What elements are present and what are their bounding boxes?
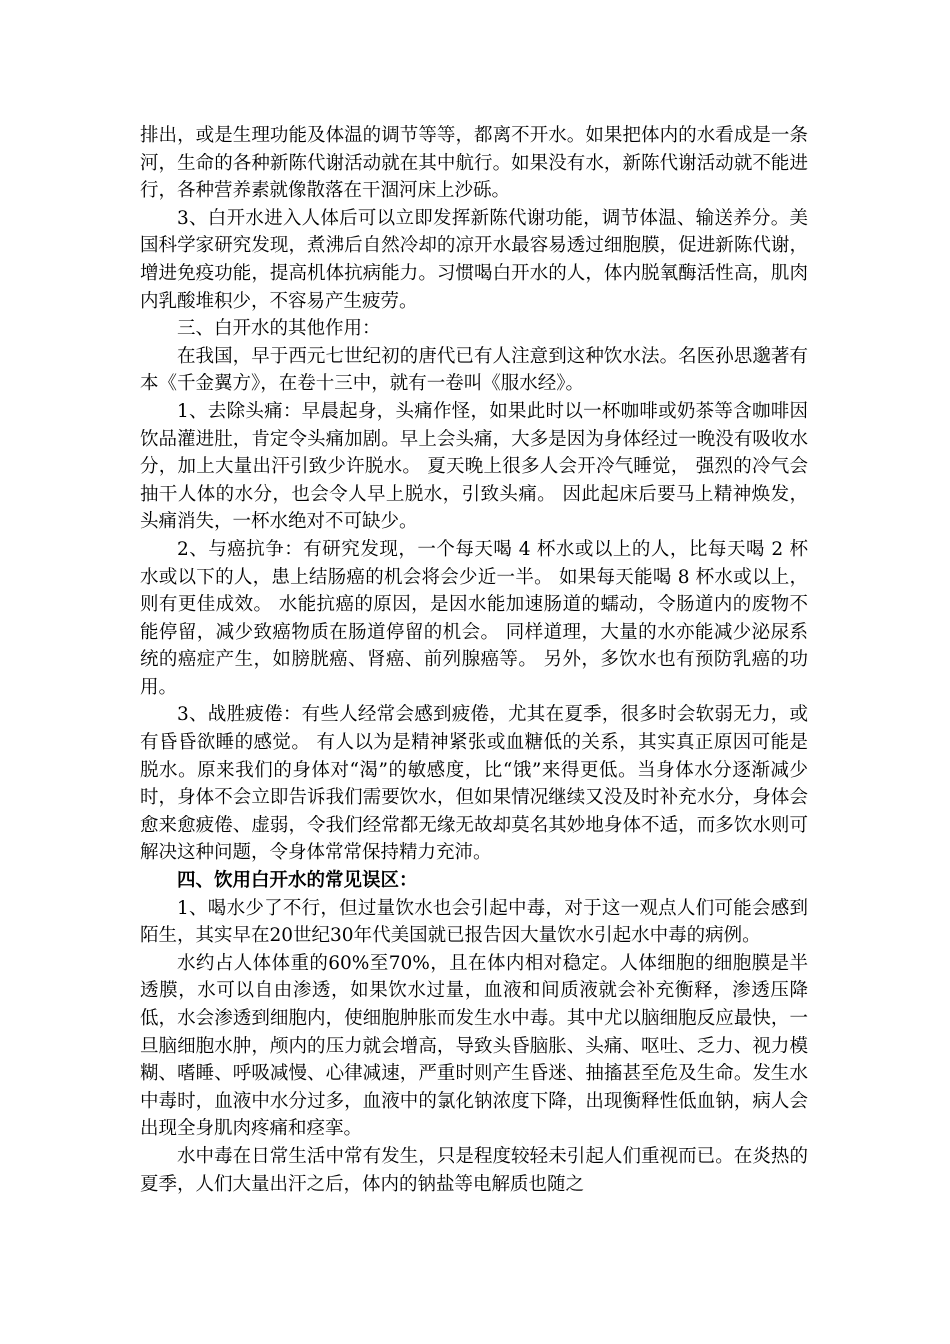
paragraph-point-3-metabolism: 3、白开水进入人体后可以立即发挥新陈代谢功能，调节体温、输送养分。美国科学家研究发现，煮沸后自然冷却的凉开水最容易透过细胞膜，促进新陈代谢，增进免疫功能，提高机体抗病能力。习惯喝白开水的人，体内脱氧酶活性高，肌肉内乳酸堆积少，不容易产生疲劳。: [140, 207, 808, 312]
paragraph-fatigue: 3、战胜疲倦：有些人经常会感到疲倦，尤其在夏季，很多时会软弱无力，或有昏昏欲睡的感觉。 有人以为是精神紧张或血糖低的关系，其实真正原因可能是脱水。原来我们的身体对“渴”的敏感度，比“饿”来得更低。当身体水分逐渐减少时，身体不会立即告诉我们需要饮水，但如果情况继续又没及时补充水分，身体会愈来愈疲倦、虚弱，令我们经常都无缘无故却莫名其妙地身体不适，而多饮水则可解决这种问题，令身体常常保持精力充沛。: [140, 704, 808, 864]
section-heading-other-effects: 三、白开水的其他作用：: [177, 318, 381, 340]
paragraph-cancer: 2、与癌抗争：有研究发现，一个每天喝 4 杯水或以上的人，比每天喝 2 杯水或以下的人，患上结肠癌的机会将会少近一半。 如果每天能喝 8 杯水或以上，则有更佳成效。 水能抗癌的原因，是因水能加速肠道的蠕动，令肠道内的废物不能停留，减少致癌物质在肠道停留的机会。 同样道理，大量的水亦能减少泌尿系统的癌症产生，如膀胱癌、肾癌、前列腺癌等。 另外，多饮水也有预防乳癌的功用。: [140, 538, 808, 698]
paragraph-body-water: 水约占人体体重的60%至70%，且在体内相对稳定。人体细胞的细胞膜是半透膜，水可以自由渗透，如果饮水过量，血液和间质液就会补充衡释，渗透压降低，水会渗透到细胞内，使细胞肿胀而发生水中毒。其中尤以脑细胞反应最快，一旦脑细胞水肿，颅内的压力就会增高，导致头昏脑胀、头痛、呕吐、乏力、视力模糊、嗜睡、呼吸减慢、心律减速，严重时则产生昏迷、抽搐甚至危及生命。发生水中毒时，血液中水分过多，血液中的氯化钠浓度下降，出现衡释性低血钠，病人会出现全身肌肉疼痛和痉挛。: [140, 952, 808, 1140]
document-page: [140, 122, 808, 1198]
paragraph-headache: 1、去除头痛：早晨起身，头痛作怪，如果此时以一杯咖啡或奶茶等含咖啡因饮品灌进肚，肯定令头痛加剧。早上会头痛，大多是因为身体经过一晚没有吸收水分，加上大量出汗引致少许脱水。 夏天晚上很多人会开冷气睡觉， 强烈的冷气会抽干人体的水分，也会令人早上脱水，引致头痛。 因此起床后要马上精神焕发，头痛消失，一杯水绝对不可缺少。: [140, 400, 808, 533]
paragraph-continued: 排出，或是生理功能及体温的调节等等，都离不开水。如果把体内的水看成是一条河，生命的各种新陈代谢活动就在其中航行。如果没有水，新陈代谢活动就不能进行，各种营养素就像散落在干涸河床上沙砾。: [140, 125, 808, 202]
section-heading-misconceptions: 四、饮用白开水的常见误区：: [177, 870, 418, 892]
paragraph-history: 在我国，早于西元七世纪初的唐代已有人注意到这种饮水法。名医孙思邈著有本《千金翼方》，在卷十三中，就有一卷叫《服水经》。: [140, 345, 808, 395]
paragraph-water-intoxication: 1、喝水少了不行，但过量饮水也会引起中毒，对于这一观点人们可能会感到陌生，其实早在20世纪30年代美国就已报告因大量饮水引起水中毒的病例。: [140, 897, 808, 947]
paragraph-daily-life: 水中毒在日常生活中常有发生，只是程度较轻未引起人们重视而已。在炎热的夏季，人们大量出汗之后，体内的钠盐等电解质也随之: [140, 1145, 808, 1195]
